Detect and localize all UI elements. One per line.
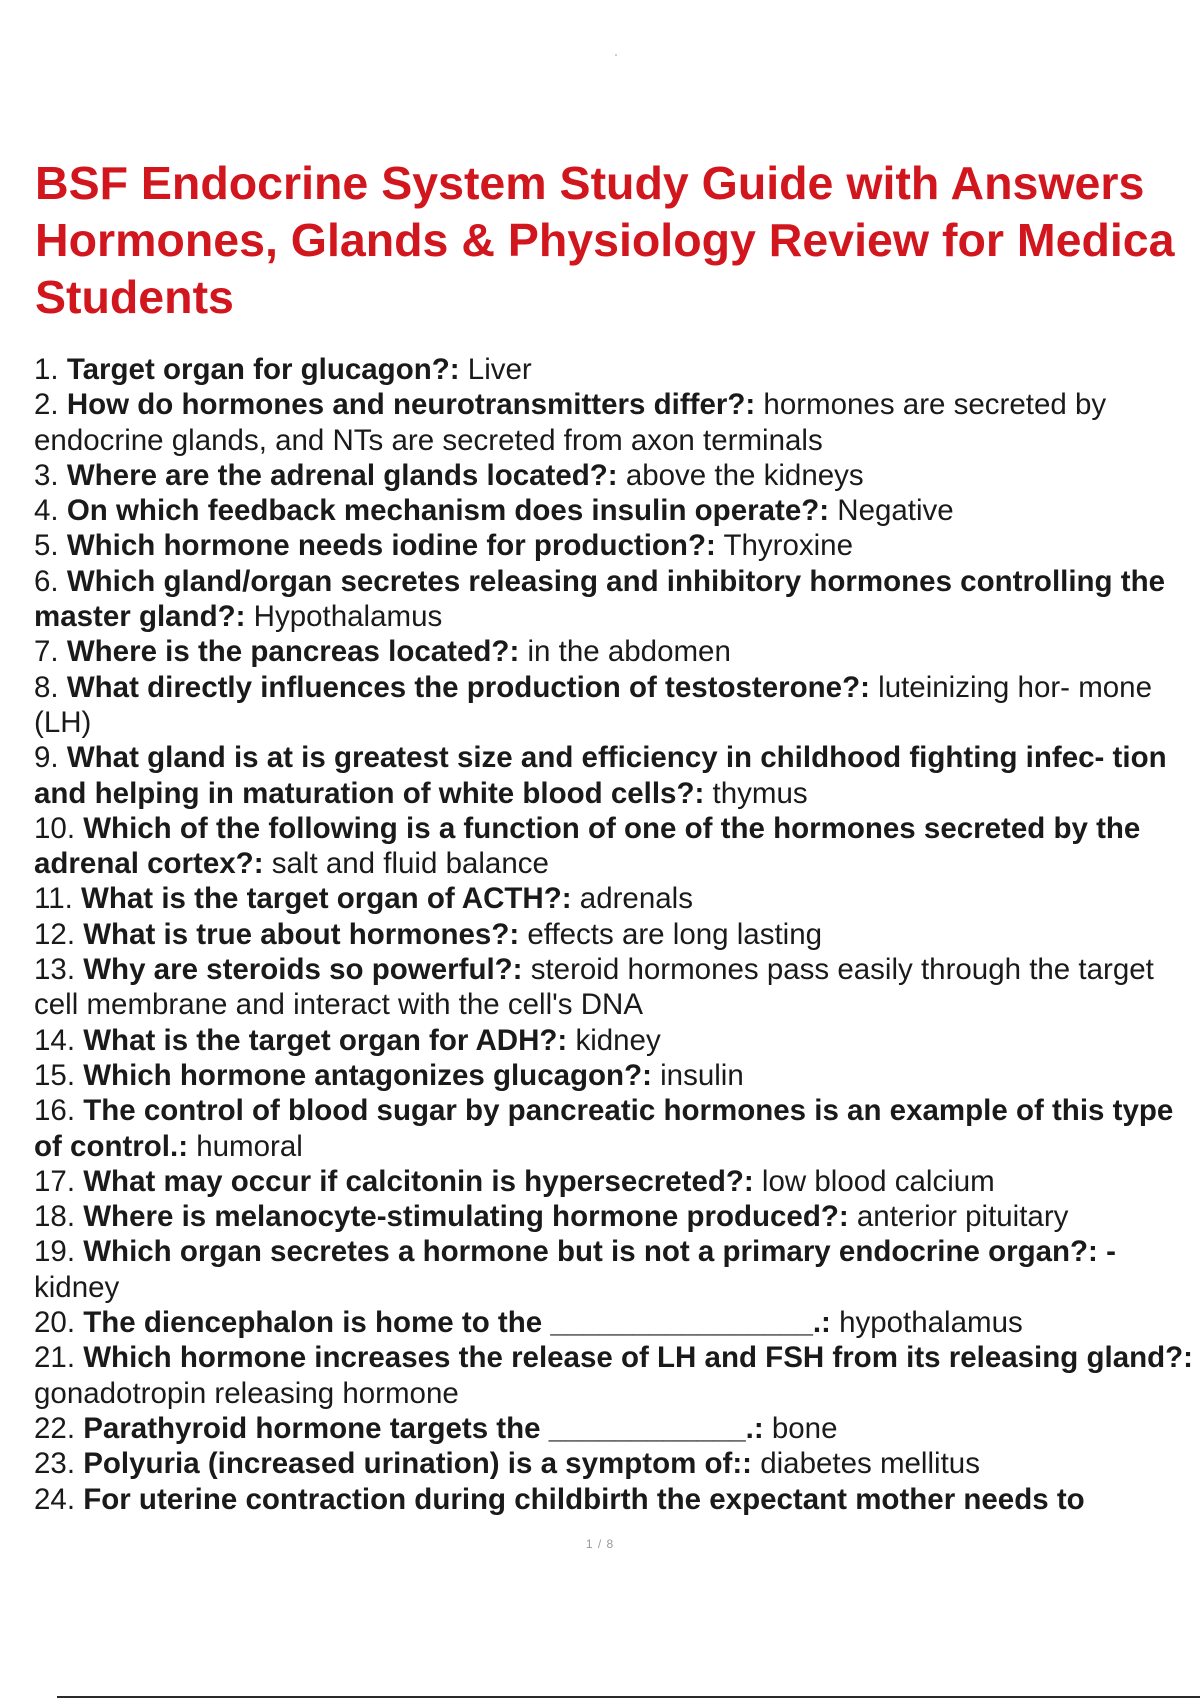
question-text: What is the target organ of ACTH?: — [81, 882, 572, 916]
answer-text: hypothalamus — [839, 1306, 1023, 1340]
question-text: Which hormone needs iodine for production?: — [66, 529, 716, 563]
answer-text: kidney — [34, 1270, 120, 1304]
question-text: The control of blood sugar by pancreatic hormones is an example of this type of control.: — [34, 1094, 1174, 1163]
item-number: 21. — [34, 1341, 76, 1375]
question-text: Where is the pancreas located?: — [66, 635, 520, 669]
answer-text: adrenals — [579, 882, 693, 916]
item-number: 9. — [34, 741, 59, 775]
qa-item-7 — [34, 634, 1200, 669]
answer-text: steroid hormones pass easily through the target cell membrane and interact with the cell's DNA — [34, 953, 1154, 1022]
question-text: Which of the following is a function of one of the hormones secreted by the adrenal cortex?: — [34, 811, 1141, 881]
answer-text: hormones are secreted by endocrine glands, and NTs are secreted from axon terminals — [34, 388, 1107, 457]
answer-text: in the abdomen — [527, 635, 731, 669]
item-number: 5. — [34, 529, 59, 563]
qa-item-6 — [34, 564, 1200, 635]
question-text: On which feedback mechanism does insulin operate?: — [66, 494, 830, 528]
item-number: 18. — [34, 1200, 76, 1234]
answer-text: Liver — [467, 353, 532, 386]
item-number: 13. — [34, 953, 76, 987]
question-text: What directly influences the production of testosterone?: — [66, 670, 870, 704]
answer-text: Thyroxine — [723, 529, 853, 563]
question-text: Where is melanocyte-stimulating hormone produced?: — [83, 1200, 849, 1234]
item-number: 3. — [34, 458, 59, 492]
title-line-3: Students — [35, 271, 234, 323]
question-text: What is true about hormones?: — [83, 917, 520, 951]
answer-text: Hypothalamus — [253, 600, 443, 634]
title-line-1: BSF Endocrine System Study Guide with Answers — [35, 157, 1145, 209]
question-text: What may occur if calcitonin is hypersecreted?: — [83, 1164, 754, 1198]
qa-item-20 — [34, 1305, 1200, 1340]
item-number: 10. — [34, 811, 76, 845]
answer-text: humoral — [196, 1129, 303, 1163]
item-number: 24. — [34, 1482, 76, 1516]
qa-item-19 — [34, 1234, 1200, 1305]
qa-item-22 — [34, 1411, 1200, 1446]
answer-text: diabetes mellitus — [760, 1447, 980, 1481]
question-text: What is the target organ for ADH?: — [83, 1023, 568, 1057]
question-text: For uterine contraction during childbirth the expectant mother needs to — [83, 1482, 1085, 1516]
item-number: 23. — [34, 1447, 76, 1481]
item-number: 14. — [34, 1023, 76, 1057]
item-number: 11. — [34, 882, 73, 916]
item-number: 7. — [34, 635, 59, 669]
question-text: What gland is at is greatest size and efficiency in childhood fighting infec- tion and helping in maturation of white blood cells?: — [34, 741, 1167, 810]
question-text: Which hormone antagonizes glucagon?: — [83, 1058, 652, 1092]
item-number: 16. — [34, 1094, 76, 1128]
question-text: Polyuria (increased urination) is a symptom of:: — [83, 1447, 753, 1481]
qa-item-13 — [34, 952, 1200, 1023]
answer-text: thymus — [712, 776, 808, 810]
item-number: 22. — [34, 1411, 76, 1445]
qa-item-5 — [34, 528, 1200, 563]
question-answer-list — [34, 352, 1200, 1517]
qa-item-23 — [34, 1446, 1200, 1481]
qa-item-18 — [34, 1199, 1200, 1234]
page-title — [35, 155, 1200, 326]
title-line-2: Hormones, Glands & Physiology Review for Medica — [35, 214, 1175, 266]
qa-item-14 — [34, 1023, 1200, 1058]
answer-text: salt and fluid balance — [271, 847, 549, 881]
item-number: 19. — [34, 1235, 76, 1269]
item-number: 17. — [34, 1164, 76, 1198]
qa-item-3 — [34, 458, 1200, 493]
question-text: Which gland/organ secretes releasing and inhibitory hormones controlling the master gland?: — [34, 564, 1166, 634]
qa-item-12 — [34, 917, 1200, 952]
page-artifact-dot — [615, 54, 617, 56]
item-number: 20. — [34, 1306, 76, 1340]
answer-text: Negative — [837, 494, 954, 528]
answer-text: luteinizing hor- mone (LH) — [34, 670, 1152, 739]
page-number: 1 / 8 — [585, 1537, 615, 1551]
item-number: 2. — [34, 388, 59, 422]
item-number: 6. — [34, 564, 59, 598]
answer-text: anterior pituitary — [856, 1200, 1069, 1234]
question-text: The diencephalon is home to the ________________.: — [83, 1306, 831, 1340]
qa-item-16 — [34, 1093, 1200, 1164]
qa-item-10 — [34, 811, 1200, 882]
question-text: How do hormones and neurotransmitters differ?: — [66, 388, 756, 422]
item-number: 12. — [34, 917, 76, 951]
qa-item-15 — [34, 1058, 1200, 1093]
item-number: 15. — [34, 1058, 76, 1092]
item-number: 4. — [34, 494, 59, 528]
question-text: Which organ secretes a hormone but is not a primary endocrine organ?: - — [83, 1235, 1116, 1269]
qa-item-2 — [34, 387, 1200, 458]
answer-text: low blood calcium — [761, 1164, 995, 1198]
answer-text: bone — [771, 1411, 838, 1445]
answer-text: effects are long lasting — [527, 917, 823, 951]
question-text: Which hormone increases the release of LH and FSH from its releasing gland?: — [83, 1341, 1193, 1375]
qa-item-1 — [34, 352, 1200, 387]
qa-item-8 — [34, 670, 1200, 741]
qa-item-9 — [34, 740, 1200, 811]
item-number: 8. — [34, 670, 59, 704]
question-text: Why are steroids so powerful?: — [83, 953, 523, 987]
answer-text: above the kidneys — [625, 458, 864, 492]
answer-text: gonadotropin releasing hormone — [34, 1376, 459, 1410]
item-number: 1. — [34, 353, 59, 386]
qa-item-4 — [34, 493, 1200, 528]
qa-item-17 — [34, 1164, 1200, 1199]
qa-item-11 — [34, 881, 1200, 916]
qa-item-21 — [34, 1340, 1200, 1411]
footer-divider — [57, 1696, 1200, 1698]
qa-item-24 — [34, 1482, 1200, 1517]
question-text: Parathyroid hormone targets the ____________.: — [83, 1411, 764, 1445]
question-text: Where are the adrenal glands located?: — [66, 458, 618, 492]
question-text: Target organ for glucagon?: — [66, 353, 460, 386]
answer-text: kidney — [575, 1023, 661, 1057]
answer-text: insulin — [660, 1058, 744, 1092]
